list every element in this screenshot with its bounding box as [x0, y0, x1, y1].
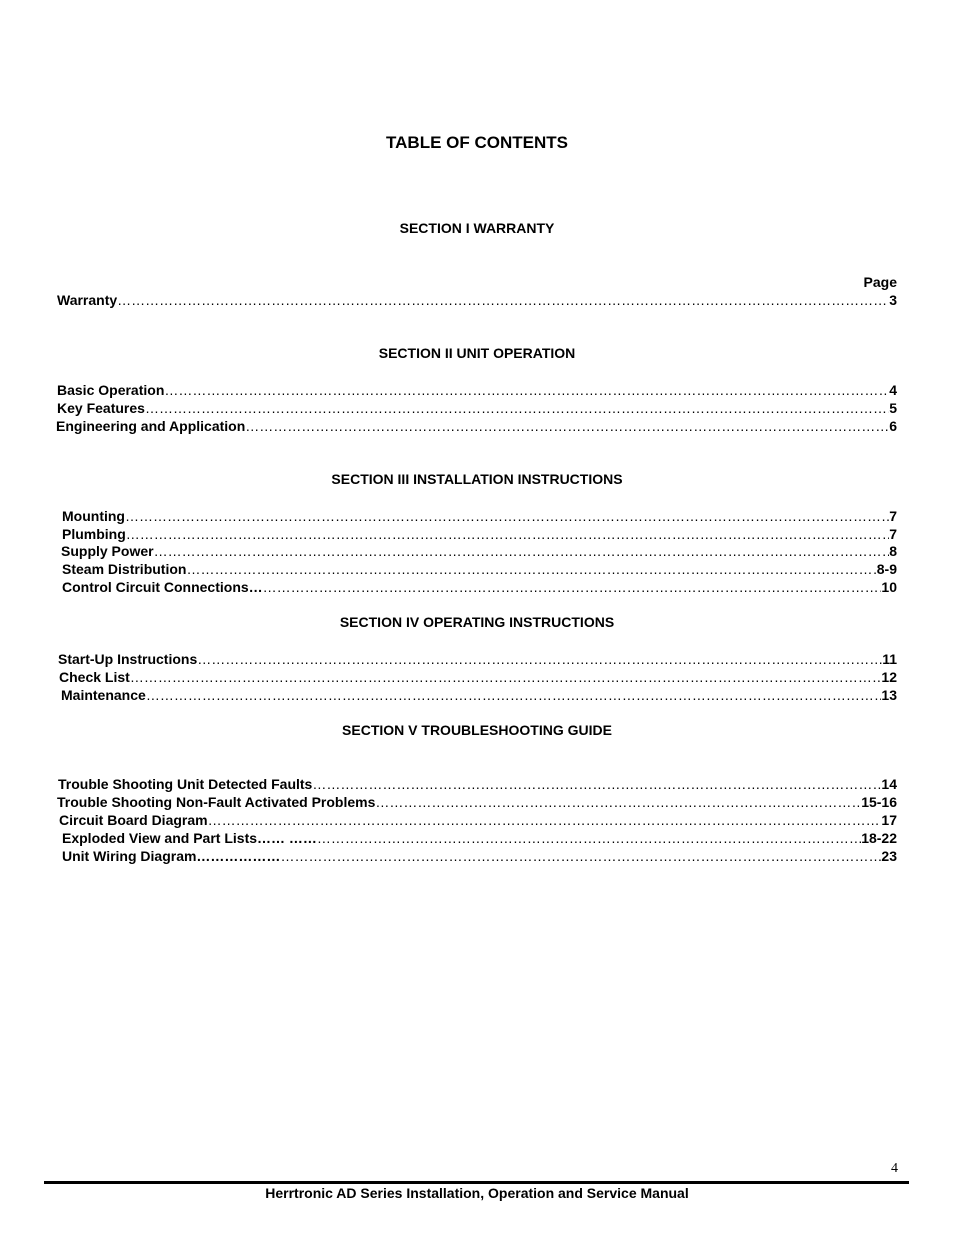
dot-leader — [146, 686, 882, 704]
toc-entry-page: 3 — [889, 292, 897, 308]
toc-entry-page: 23 — [881, 848, 897, 864]
toc-entry-label: Plumbing — [62, 526, 126, 542]
toc-entry-label: Warranty — [57, 292, 118, 308]
toc-entry — [61, 686, 897, 704]
dot-leader — [145, 399, 889, 417]
toc-entry-page: 8-9 — [876, 561, 897, 577]
toc-entry-label: Supply Power — [61, 543, 154, 559]
toc-entry-page: 5 — [889, 400, 897, 416]
toc-entry — [62, 578, 897, 596]
dot-leader — [164, 381, 889, 399]
toc-entry — [58, 775, 897, 793]
toc-entry-label: Mounting — [62, 508, 125, 524]
page-number: 4 — [891, 1161, 898, 1176]
section-heading-warranty: SECTION I WARRANTY — [399, 220, 555, 236]
toc-entry-label: Circuit Board Diagram — [59, 812, 208, 828]
toc-entry — [59, 811, 897, 829]
dot-leader — [130, 668, 882, 686]
toc-entry-page: 14 — [881, 776, 897, 792]
toc-entry-page: 10 — [881, 579, 897, 595]
toc-entry-page: 11 — [882, 651, 897, 667]
toc-entry — [57, 291, 897, 309]
section-heading-unit-operation: SECTION II UNIT OPERATION — [378, 345, 576, 361]
toc-entry-label: Start-Up Instructions — [58, 651, 198, 667]
toc-entry-page: 8 — [889, 543, 897, 559]
toc-entry — [59, 668, 897, 686]
dot-leader — [280, 847, 881, 865]
section-heading-troubleshooting: SECTION V TROUBLESHOOTING GUIDE — [342, 722, 612, 738]
toc-entry-label: Engineering and Application — [56, 418, 246, 434]
toc-entry-page: 12 — [881, 669, 897, 685]
toc-entry-label: Key Features — [57, 400, 145, 416]
toc-entry-label: Unit Wiring Diagram……………… — [62, 848, 281, 864]
toc-entry-page: 7 — [889, 508, 897, 524]
dot-leader — [208, 811, 882, 829]
dot-leader — [312, 775, 881, 793]
page-column-label: Page — [863, 274, 897, 290]
toc-entry — [57, 381, 897, 399]
toc-entry-label: Exploded View and Part Lists…… …… — [62, 830, 317, 846]
toc-entry — [56, 417, 897, 435]
toc-entry-page: 17 — [881, 812, 897, 828]
toc-entry-page: 7 — [889, 526, 897, 542]
dot-leader — [125, 507, 889, 525]
dot-leader — [117, 291, 889, 309]
toc-entry-label: Check List — [59, 669, 130, 685]
toc-entry — [57, 793, 897, 811]
toc-entry-label: Trouble Shooting Non-Fault Activated Problems — [57, 794, 376, 810]
section-heading-installation: SECTION III INSTALLATION INSTRUCTIONS — [331, 471, 623, 487]
toc-entry — [61, 542, 897, 560]
dot-leader — [197, 650, 882, 668]
toc-entry-page: 4 — [889, 382, 897, 398]
page-title: TABLE OF CONTENTS — [386, 133, 568, 152]
dot-leader — [317, 829, 861, 847]
toc-entry — [57, 399, 897, 417]
section-heading-operating: SECTION IV OPERATING INSTRUCTIONS — [339, 614, 615, 630]
toc-entry — [58, 650, 897, 668]
toc-entry — [62, 847, 897, 865]
dot-leader — [245, 417, 889, 435]
toc-entry — [62, 560, 897, 578]
toc-entry-page: 6 — [889, 418, 897, 434]
toc-entry — [62, 829, 897, 847]
footer-title: Herrtronic AD Series Installation, Operation and Service Manual — [265, 1185, 689, 1201]
dot-leader — [186, 560, 876, 578]
dot-leader — [154, 542, 890, 560]
dot-leader — [375, 793, 861, 811]
toc-entry-page: 18-22 — [861, 830, 897, 846]
toc-entry-label: Basic Operation — [57, 382, 165, 398]
toc-entry — [62, 525, 897, 543]
toc-entry-label: Control Circuit Connections… — [62, 579, 263, 595]
dot-leader — [263, 578, 882, 596]
toc-entry-label: Trouble Shooting Unit Detected Faults — [58, 776, 313, 792]
toc-entry-label: Steam Distribution — [62, 561, 187, 577]
toc-entry-page: 15-16 — [861, 794, 897, 810]
footer-rule — [44, 1181, 909, 1184]
toc-entry-label: Maintenance — [61, 687, 146, 703]
toc-entry — [62, 507, 897, 525]
toc-entry-page: 13 — [881, 687, 897, 703]
dot-leader — [126, 525, 889, 543]
